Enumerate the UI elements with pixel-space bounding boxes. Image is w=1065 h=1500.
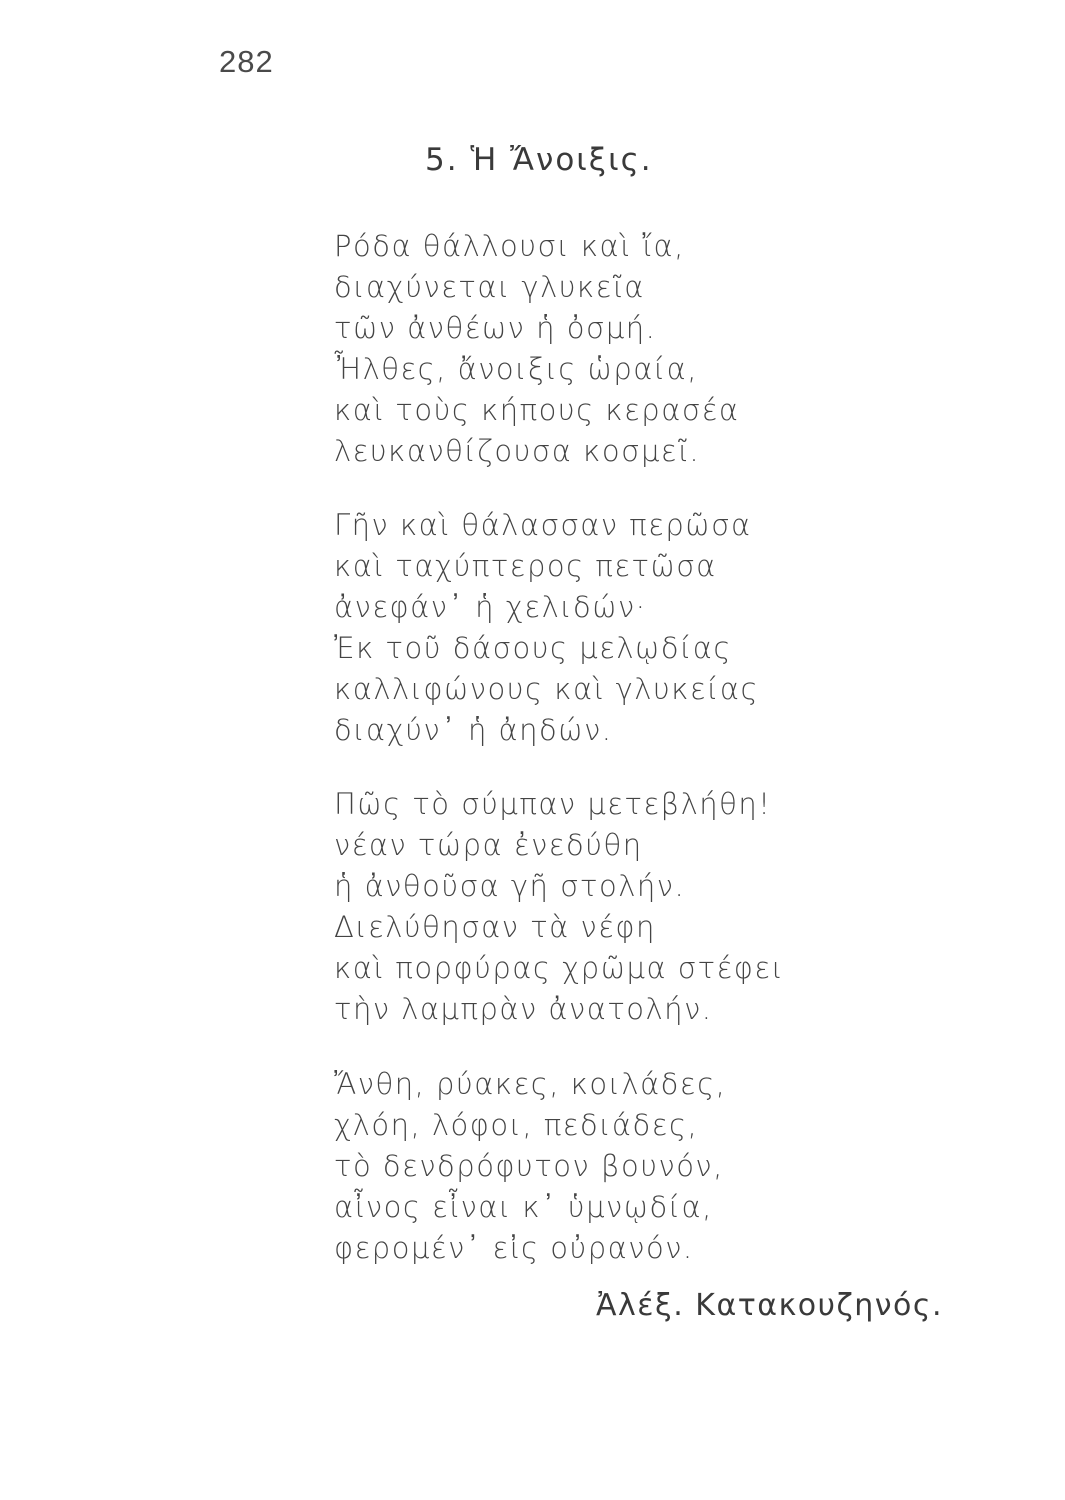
verse-line: νέαν τώρα ἐνεδύθη xyxy=(334,828,643,862)
verse-line: διαχύνεται γλυκεῖα xyxy=(334,270,645,304)
verse-line: τὴν λαμπρὰν ἀνατολήν. xyxy=(334,992,713,1026)
stanza-4 xyxy=(334,1064,994,1269)
verse-line: ἀνεφάν᾽ ἡ χελιδών· xyxy=(334,590,647,624)
verse-line: Ἄνθη, ρύακες, κοιλάδες, xyxy=(334,1067,727,1101)
verse-line: χλόη, λόφοι, πεδιάδες, xyxy=(334,1108,699,1142)
verse-line: φερομέν᾽ εἰς οὐρανόν. xyxy=(334,1231,694,1265)
verse-line: διαχύν᾽ ἡ ἀηδών. xyxy=(334,713,613,747)
verse-line: αἶνος εἶναι κ᾽ ὑμνῳδία, xyxy=(334,1190,713,1224)
page-number: 282 xyxy=(219,44,274,79)
verse-line: Ἐκ τοῦ δάσους μελῳδίας xyxy=(334,631,732,665)
verse-line: Γῆν καὶ θάλασσαν περῶσα xyxy=(334,508,752,542)
verse-line: ἡ ἀνθοῦσα γῆ στολήν. xyxy=(334,869,686,903)
stanza-3 xyxy=(334,784,994,1030)
verse-line: λευκανθίζουσα κοσμεῖ. xyxy=(334,434,701,468)
verse-line: Διελύθησαν τὰ νέφη xyxy=(334,910,656,944)
verse-line: τῶν ἀνθέων ἡ ὀσμή. xyxy=(334,311,657,345)
poem-title: 5. Ἡ Ἄνοιξις. xyxy=(425,142,653,178)
verse-line: Ἦλθες, ἄνοιξις ὡραία, xyxy=(334,352,698,386)
verse-line: καλλιφώνους καὶ γλυκείας xyxy=(334,672,759,706)
stanza-2 xyxy=(334,505,994,751)
author-signature: Ἀλέξ. Κατακουζηνός. xyxy=(596,1288,944,1323)
stanza-1 xyxy=(334,226,994,472)
verse-line: Ρόδα θάλλουσι καὶ ἴα, xyxy=(334,229,685,263)
verse-line: καὶ πορφύρας χρῶμα στέφει xyxy=(334,951,785,985)
verse-line: καὶ τοὺς κήπους κερασέα xyxy=(334,393,740,427)
verse-line: τὸ δενδρόφυτον βουνόν, xyxy=(334,1149,724,1183)
verse-line: καὶ ταχύπτερος πετῶσα xyxy=(334,549,717,583)
verse-line: Πῶς τὸ σύμπαν μετεβλήθη! xyxy=(334,787,772,821)
